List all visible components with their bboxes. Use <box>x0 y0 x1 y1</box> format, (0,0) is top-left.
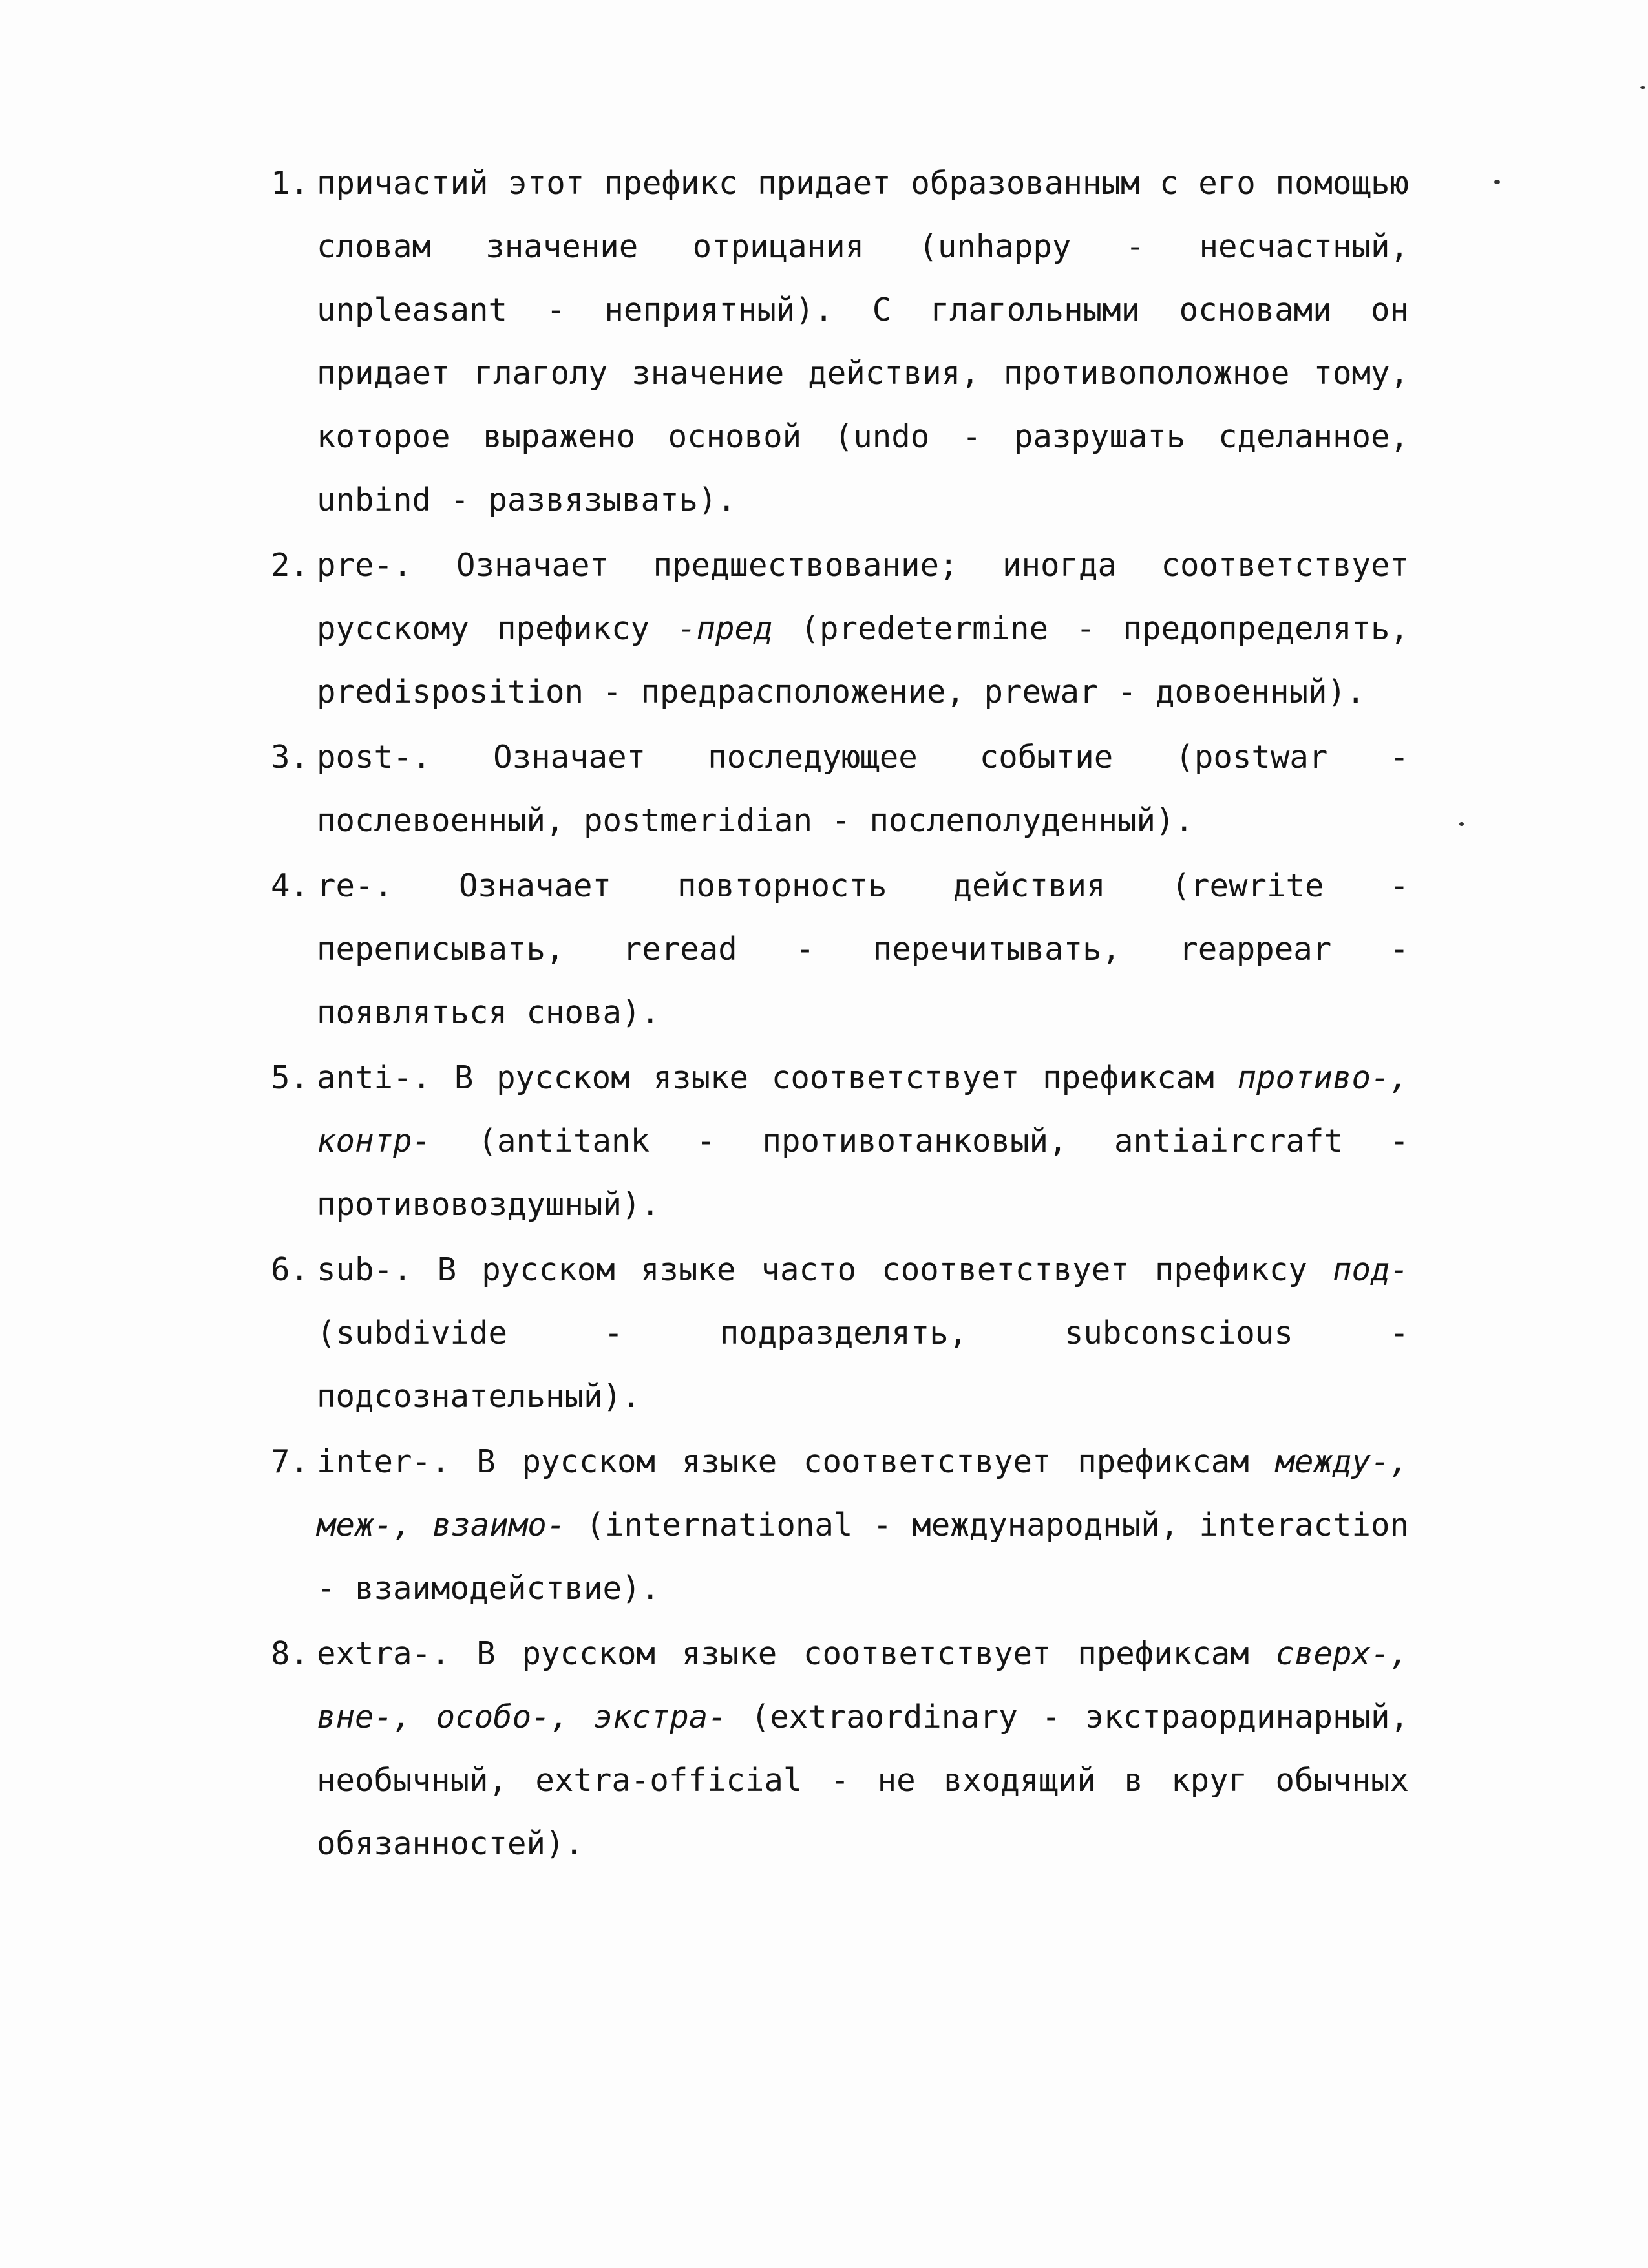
list-item <box>233 1238 1409 1428</box>
list-item <box>233 152 1409 532</box>
italic-prefix: под- <box>1332 1251 1409 1288</box>
item-number: 1. <box>270 165 309 202</box>
text-segment: (antitank - противотанковый, antiaircraft - противовоздушный). <box>317 1123 1409 1223</box>
scan-speck <box>1459 822 1464 826</box>
text-segment: (extraordinary - экстраординарный, необычный, extra-official - не входящий в круг обычных обязанностей). <box>317 1699 1409 1862</box>
item-text <box>317 1238 1409 1428</box>
list-item <box>233 726 1409 853</box>
text-segment: re-. Означает повторность действия (rewrite - переписывать, reread - перечитывать, reappear - появляться снова). <box>317 867 1409 1031</box>
item-text <box>317 1046 1409 1236</box>
prefix-list <box>233 152 1409 1878</box>
list-item <box>233 1046 1409 1236</box>
italic-prefix: между-, меж-, взаимо- <box>317 1443 1409 1543</box>
item-number: 4. <box>270 867 309 904</box>
item-number: 6. <box>270 1251 309 1288</box>
text-segment: (international - международный, interaction - взаимодействие). <box>317 1507 1409 1607</box>
item-text <box>317 854 1409 1044</box>
text-segment: (predetermine - предопределять, predisposition - предрасположение, prewar - довоенный). <box>317 610 1410 710</box>
list-item <box>233 534 1409 724</box>
italic-prefix: сверх-, вне-, особо-, экстра- <box>317 1635 1409 1735</box>
text-segment: extra-. В русском языке соответствует префиксам <box>317 1635 1276 1672</box>
list-item <box>233 1430 1409 1620</box>
item-text <box>317 1430 1409 1620</box>
text-segment: anti-. В русском языке соответствует префиксам <box>317 1059 1238 1096</box>
text-segment: (subdivide - подразделять, subconscious - подсознательный). <box>317 1315 1409 1415</box>
list-item <box>233 1622 1409 1876</box>
item-text <box>317 152 1409 532</box>
text-segment: post-. Означает последующее событие (postwar - послевоенный, postmeridian - послеполуденный). <box>317 739 1409 839</box>
italic-prefix: противо-, контр- <box>317 1059 1409 1160</box>
list-item <box>233 854 1409 1044</box>
item-number: 5. <box>270 1059 309 1096</box>
italic-prefix: -пред <box>677 610 773 647</box>
item-number: 7. <box>270 1443 309 1480</box>
item-number: 3. <box>270 739 309 776</box>
text-segment: sub-. В русском языке часто соответствует префиксу <box>317 1251 1333 1288</box>
item-text <box>317 1622 1409 1876</box>
item-text <box>317 534 1409 724</box>
item-number: 8. <box>270 1635 309 1672</box>
item-text <box>317 726 1409 853</box>
text-segment: причастий этот префикс придает образованным с его помощью словам значение отрицания (unhappy - несчастный, unpleasant - неприятный). С глагольными основами он придает глаголу значение действия, противоположное тому, которое выражено основой (undo - разрушать сделанное, unbind - развязывать). <box>317 165 1409 518</box>
scan-speck <box>1640 86 1645 89</box>
text-segment: pre-. Означает предшествование; иногда соответствует русскому префиксу <box>317 547 1409 647</box>
item-number: 2. <box>270 547 309 584</box>
text-segment: inter-. В русском языке соответствует префиксам <box>317 1443 1276 1480</box>
scan-speck <box>1494 180 1500 184</box>
